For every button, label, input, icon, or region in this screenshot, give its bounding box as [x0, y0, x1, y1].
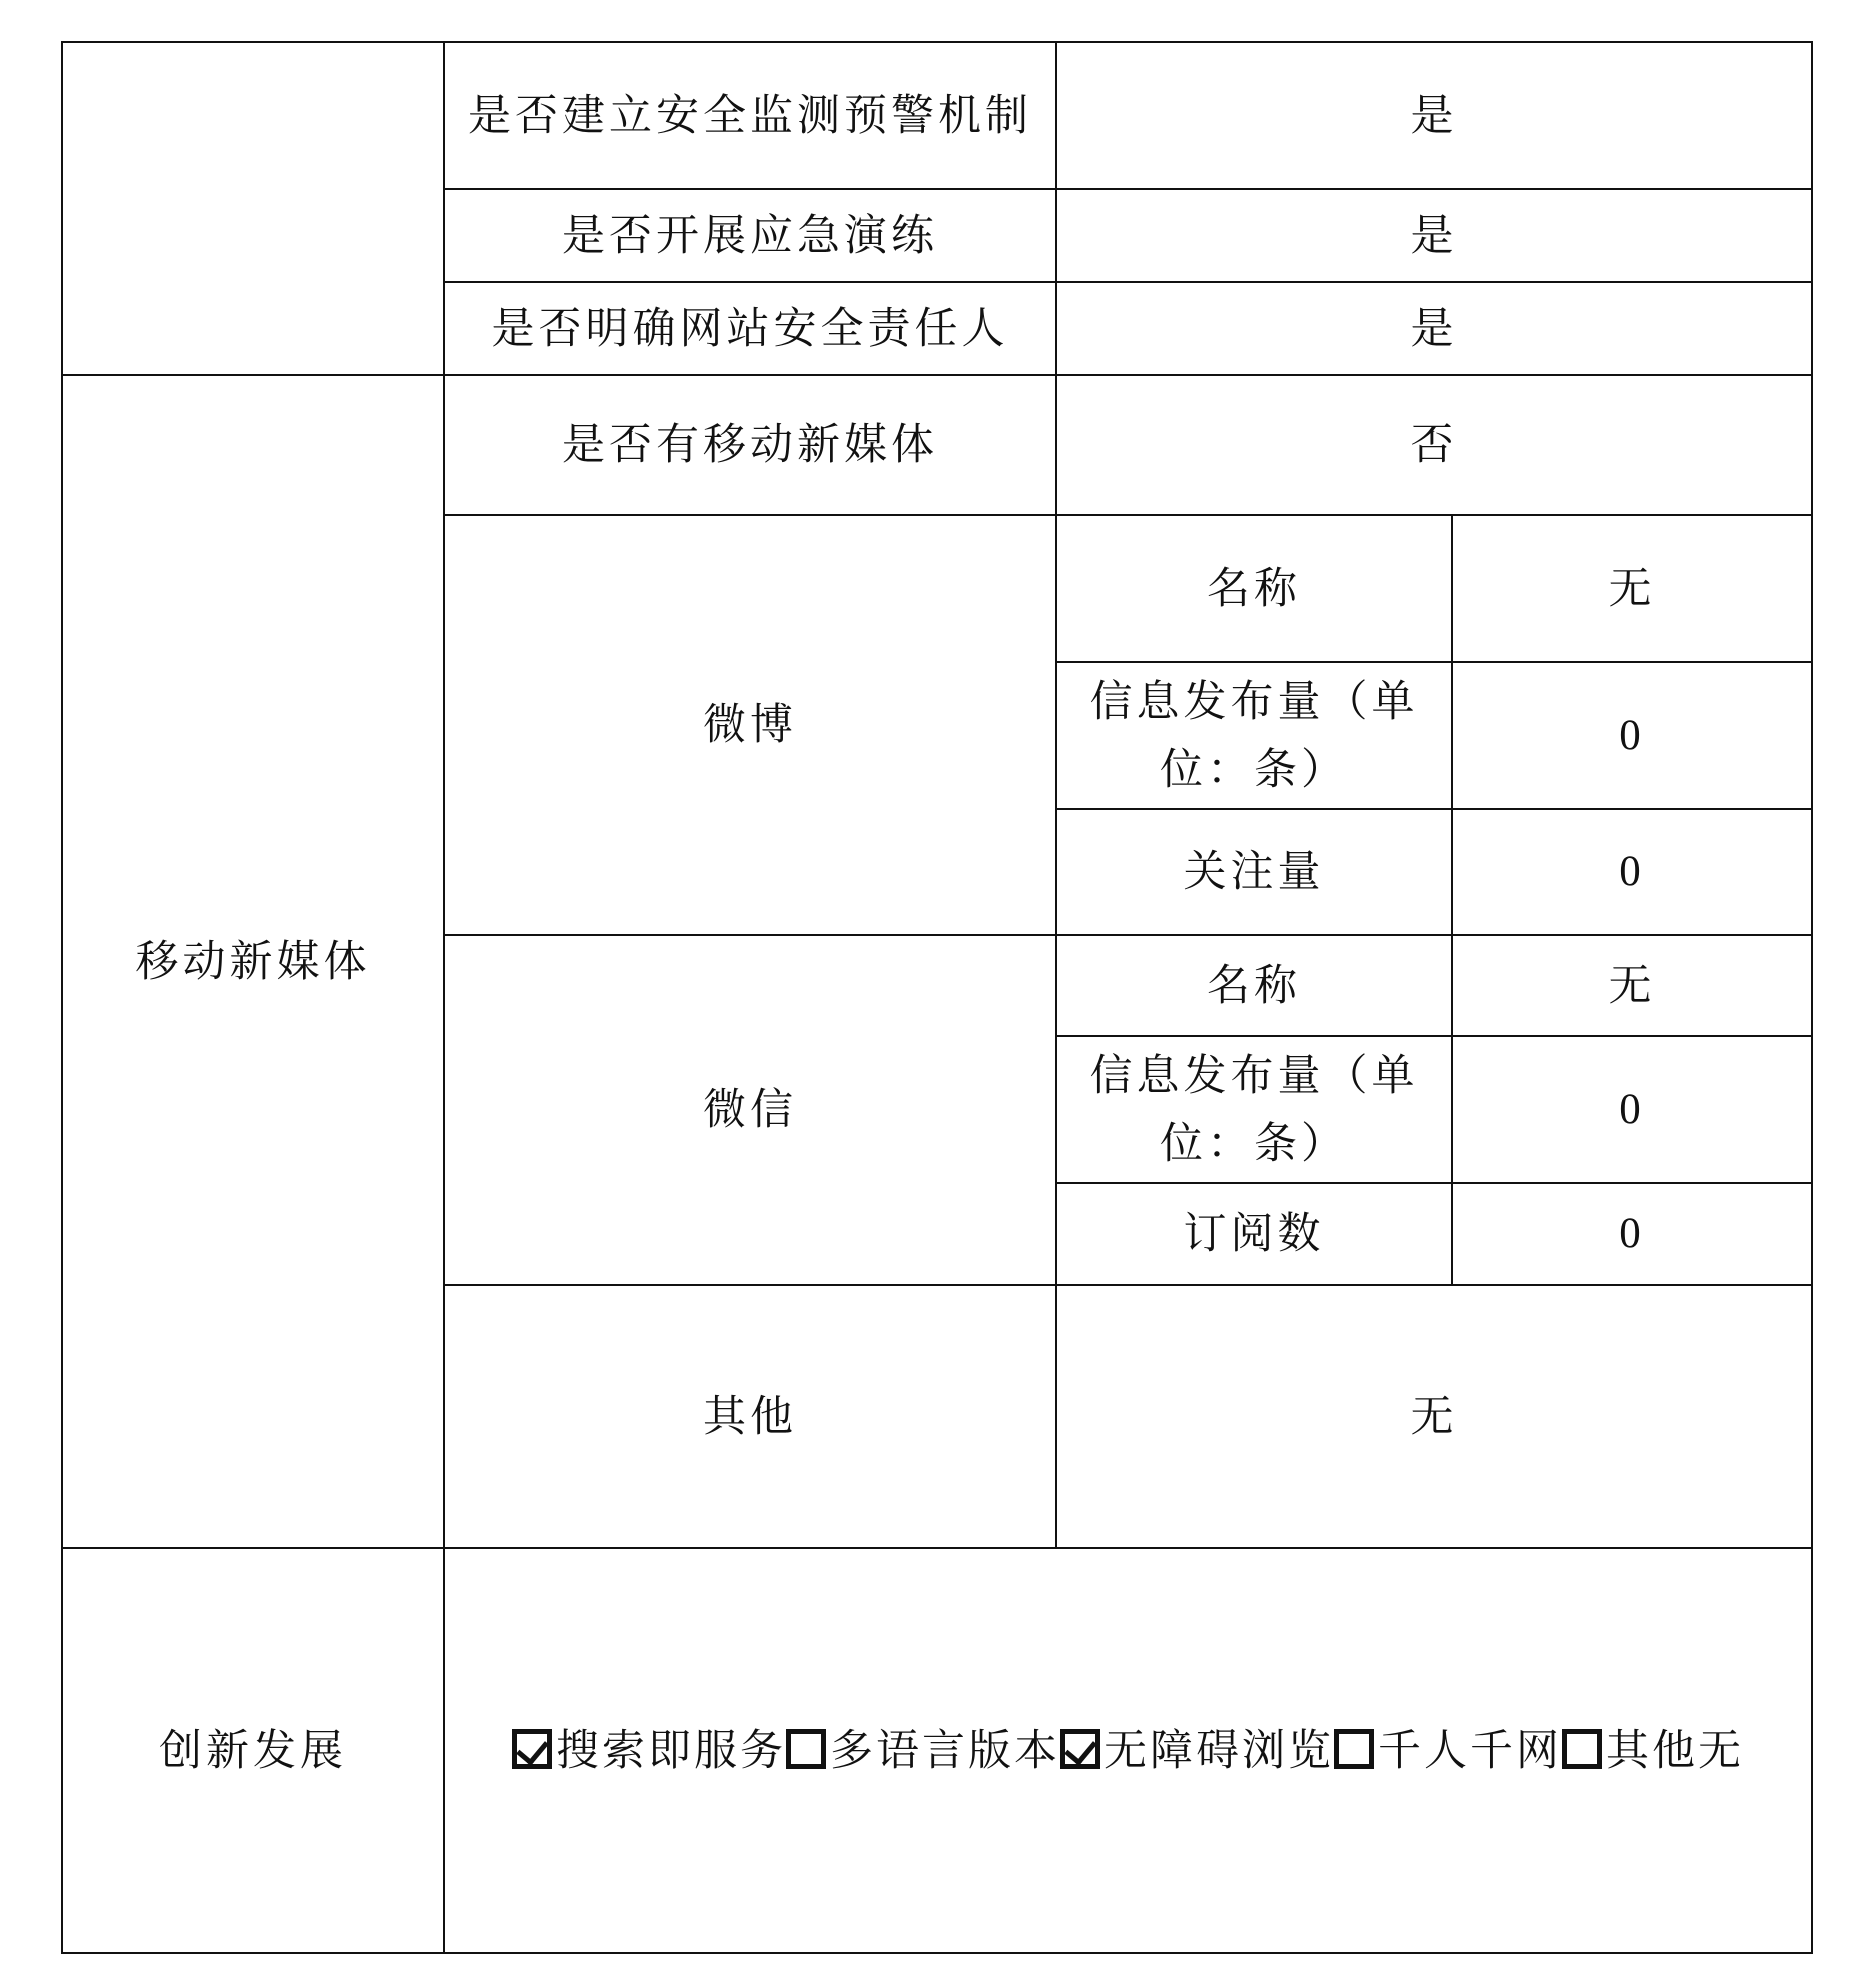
weibo-name-value: 无	[1452, 515, 1812, 662]
option-other-label: 其他	[1606, 1725, 1698, 1776]
weibo-followers-label: 关注量	[1056, 809, 1452, 935]
security-question-2: 是否开展应急演练	[444, 189, 1056, 282]
weibo-posts-label: 信息发布量（单位：条）	[1056, 662, 1452, 809]
wechat-posts-label: 信息发布量（单位：条）	[1056, 1036, 1452, 1183]
innovation-category: 创新发展	[62, 1548, 444, 1953]
other-media-label: 其他	[444, 1285, 1056, 1548]
checkbox-search-service[interactable]	[512, 1729, 552, 1769]
table-row	[62, 42, 1812, 189]
innovation-options-cell	[444, 1548, 1812, 1953]
wechat-name-label: 名称	[1056, 935, 1452, 1036]
has-mobile-media-question: 是否有移动新媒体	[444, 375, 1056, 515]
website-report-table	[61, 41, 1813, 1954]
innovation-options	[451, 1713, 1805, 1789]
security-answer-3: 是	[1056, 282, 1812, 375]
option-other-value: 无	[1698, 1725, 1744, 1776]
weibo-followers-value: 0	[1452, 809, 1812, 935]
wechat-name-value: 无	[1452, 935, 1812, 1036]
weibo-name-label: 名称	[1056, 515, 1452, 662]
security-answer-1: 是	[1056, 42, 1812, 189]
weibo-label: 微博	[444, 515, 1056, 935]
has-mobile-media-answer: 否	[1056, 375, 1812, 515]
wechat-label: 微信	[444, 935, 1056, 1285]
checkbox-accessibility[interactable]	[1060, 1729, 1100, 1769]
checkbox-other[interactable]	[1562, 1729, 1602, 1769]
other-media-value: 无	[1056, 1285, 1812, 1548]
option-search-service-label: 搜索即服务	[556, 1725, 786, 1776]
security-question-3: 是否明确网站安全责任人	[444, 282, 1056, 375]
checkbox-multilingual[interactable]	[786, 1729, 826, 1769]
wechat-posts-value: 0	[1452, 1036, 1812, 1183]
wechat-subscribers-label: 订阅数	[1056, 1183, 1452, 1285]
mobile-media-category: 移动新媒体	[62, 375, 444, 1548]
checkbox-personalized[interactable]	[1334, 1729, 1374, 1769]
option-multilingual-label: 多语言版本	[830, 1725, 1060, 1776]
wechat-subscribers-value: 0	[1452, 1183, 1812, 1285]
security-category-cell	[62, 42, 444, 375]
table-row	[62, 1548, 1812, 1953]
security-answer-2: 是	[1056, 189, 1812, 282]
table-row	[62, 375, 1812, 515]
option-personalized-label: 千人千网	[1378, 1725, 1562, 1776]
option-accessibility-label: 无障碍浏览	[1104, 1725, 1334, 1776]
weibo-posts-value: 0	[1452, 662, 1812, 809]
security-question-1: 是否建立安全监测预警机制	[444, 42, 1056, 189]
